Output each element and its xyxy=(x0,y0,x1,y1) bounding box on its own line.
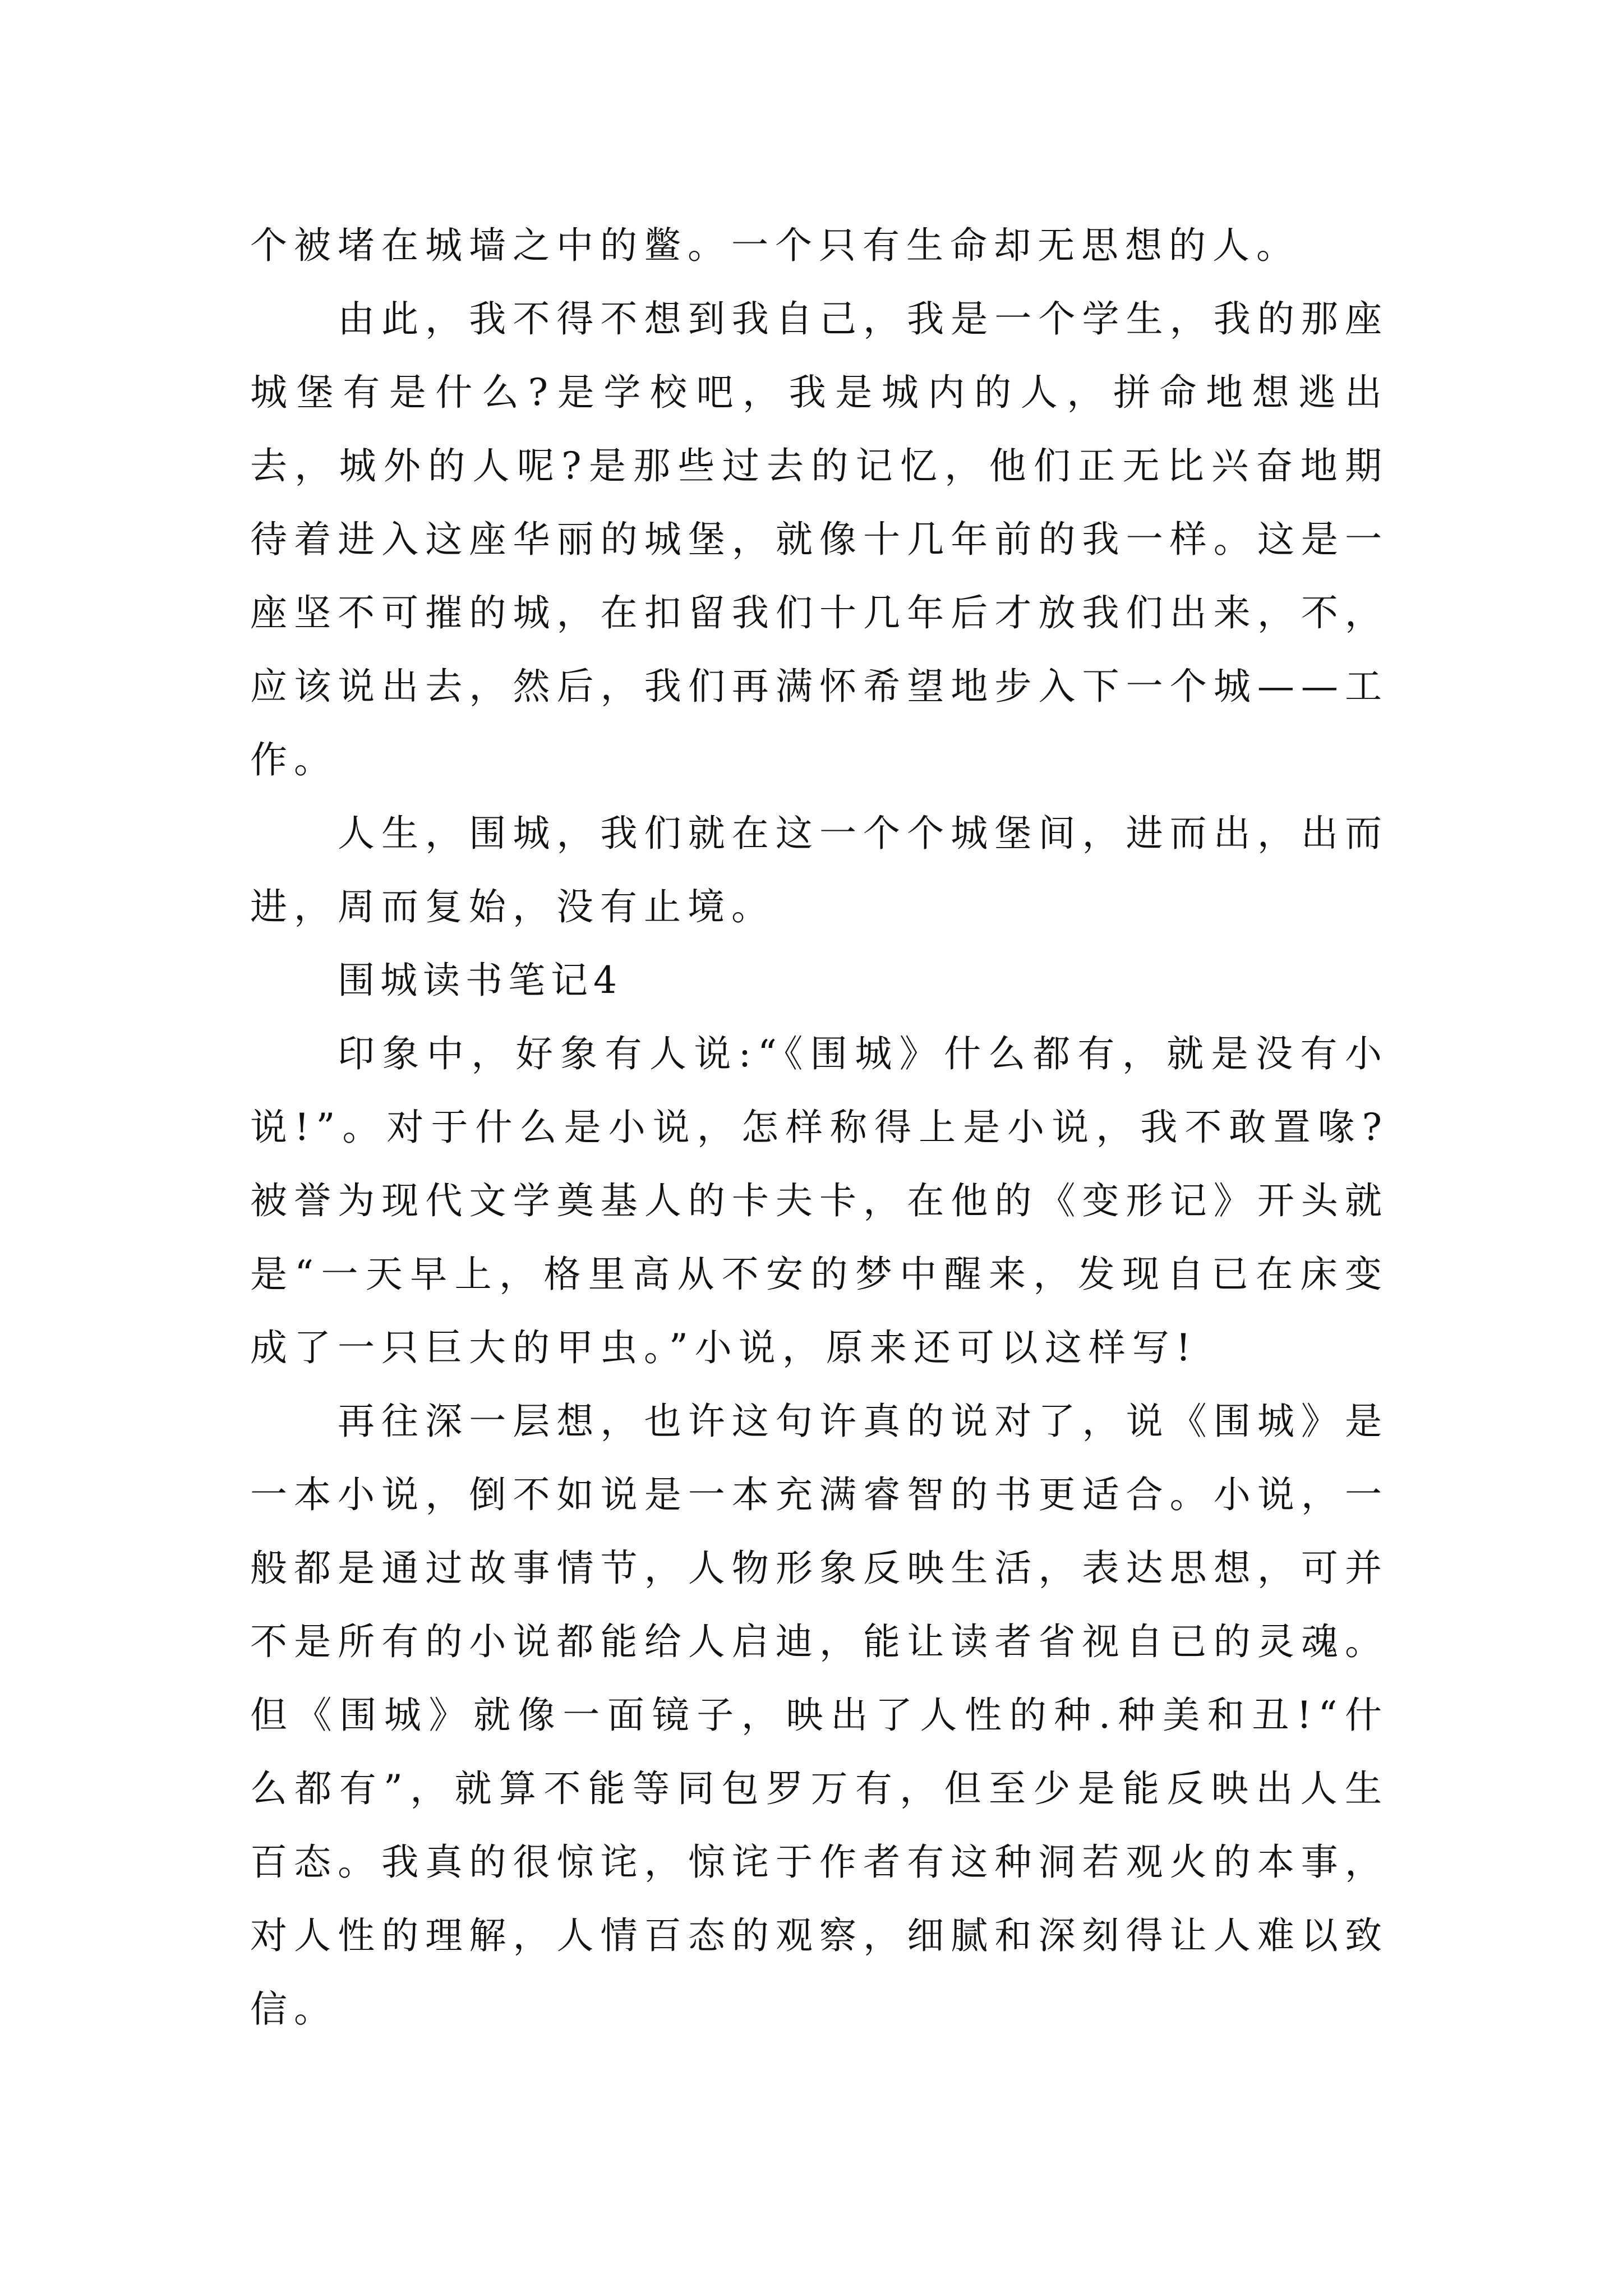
document-body xyxy=(250,209,1389,2046)
paragraph-castle-reflection: 由此，我不得不想到我自己，我是一个学生，我的那座城堡有是什么?是学校吧，我是城内的人，拼命地想逃出去，城外的人呢?是那些过去的记忆，他们正无比兴奋地期待着进入这座华丽的城堡，就像十几年前的我一样。这是一座坚不可摧的城，在扣留我们十几年后才放我们出来，不，应该说出去，然后，我们再满怀希望地步入下一个城——工作。 xyxy=(250,297,1389,781)
paragraph-life-siege: 人生，围城，我们就在这一个个城堡间，进而出，出而进，周而复始，没有止境。 xyxy=(250,812,1389,928)
paragraph-novel-impression: 印象中，好象有人说:“《围城》什么都有，就是没有小说!”。对于什么是小说，怎样称得上是小说，我不敢置喙?被誉为现代文学奠基人的卡夫卡，在他的《变形记》开头就是“一天早上，格里高从不安的梦中醒来，发现自已在床变成了一只巨大的甲虫。”小说，原来还可以这样写! xyxy=(250,1032,1389,1369)
paragraph-continuation: 个被堵在城墙之中的鳖。一个只有生命却无思想的人。 xyxy=(250,224,1300,267)
paragraph-deeper-thought: 再往深一层想，也许这句许真的说对了，说《围城》是一本小说，倒不如说是一本充满睿智的书更适合。小说，一般都是通过故事情节，人物形象反映生活，表达思想，可并不是所有的小说都能给人启迪，能让读者省视自已的灵魂。但《围城》就像一面镜子，映出了人性的种.种美和丑!“什么都有”，就算不能等同包罗万有，但至少是能反映出人生百态。我真的很惊诧，惊诧于作者有这种洞若观火的本事，对人性的理解，人情百态的观察，细腻和深刻得让人难以致信。 xyxy=(250,1400,1389,2031)
section-heading: 围城读书笔记4 xyxy=(338,959,623,1002)
